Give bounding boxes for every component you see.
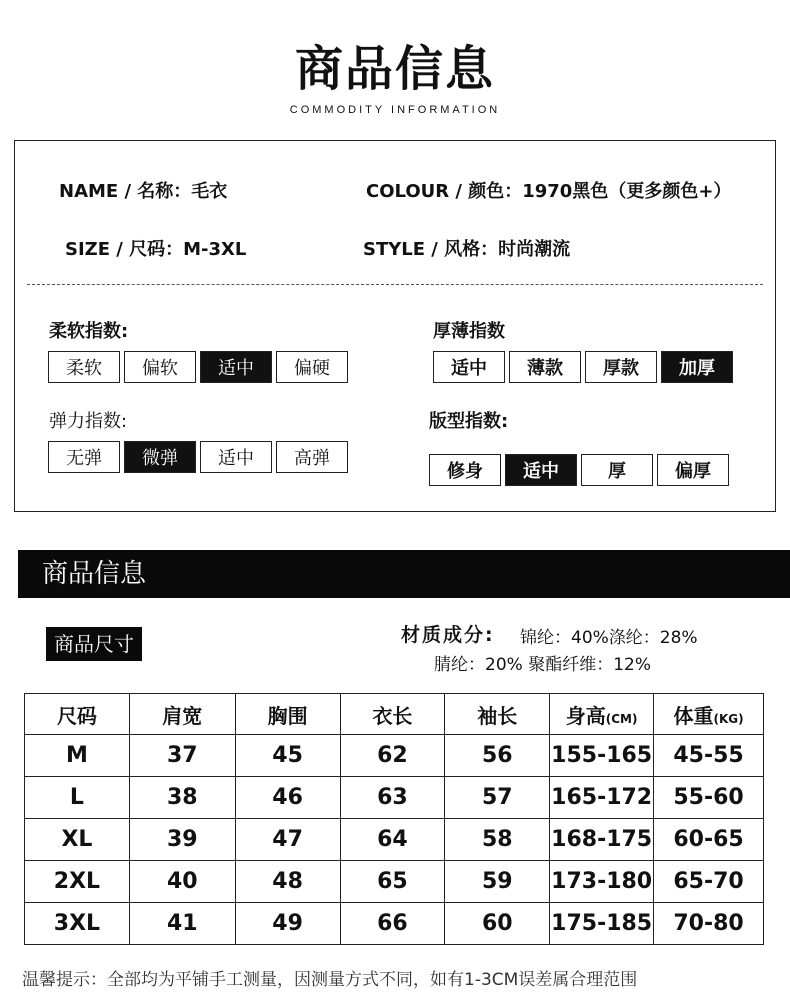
elasticity-options — [48, 441, 348, 473]
page-title: 商品信息 — [294, 41, 495, 97]
page-subtitle: COMMODITY INFORMATION — [289, 104, 501, 116]
material-line-1: 锦纶：40%涤纶：28% — [520, 628, 698, 648]
col-header-shoulder: 肩宽 — [129, 694, 235, 735]
size-table — [24, 693, 764, 945]
table-cell: 64 — [340, 819, 445, 861]
thickness-index-label: 厚薄指数 — [433, 321, 505, 342]
elasticity-option: 适中 — [200, 441, 272, 473]
table-cell: 48 — [235, 861, 340, 903]
table-cell: 37 — [129, 735, 235, 777]
table-cell: 59 — [445, 861, 550, 903]
material-title: 材质成分: — [401, 624, 495, 646]
thickness-option: 适中 — [433, 351, 505, 383]
fit-option: 厚 — [581, 454, 653, 486]
product-name: NAME / 名称：毛衣 — [59, 181, 228, 202]
table-cell: 165-172 — [550, 777, 654, 819]
table-cell: 168-175 — [550, 819, 654, 861]
table-cell: 175-185 — [550, 903, 654, 945]
table-cell: 66 — [340, 903, 445, 945]
dashed-divider — [27, 284, 763, 285]
table-cell: 60 — [445, 903, 550, 945]
table-cell: 56 — [445, 735, 550, 777]
table-cell: 46 — [235, 777, 340, 819]
col-header-length: 衣长 — [340, 694, 445, 735]
table-cell: 63 — [340, 777, 445, 819]
size-tag: 商品尺寸 — [46, 627, 142, 661]
table-cell: 173-180 — [550, 861, 654, 903]
table-cell: 58 — [445, 819, 550, 861]
size-cell: M — [25, 735, 130, 777]
height-header-label: 身高 — [565, 703, 606, 728]
table-cell: 62 — [340, 735, 445, 777]
table-cell: 40 — [129, 861, 235, 903]
fit-option: 适中 — [505, 454, 577, 486]
table-cell: 49 — [235, 903, 340, 945]
size-cell: 2XL — [25, 861, 130, 903]
fit-option: 偏厚 — [657, 454, 729, 486]
elasticity-option: 高弹 — [276, 441, 348, 473]
softness-option: 偏硬 — [276, 351, 348, 383]
fit-option: 修身 — [429, 454, 501, 486]
fit-index-label: 版型指数: — [429, 411, 509, 432]
height-unit: (CM) — [605, 711, 638, 726]
col-header-size: 尺码 — [25, 694, 130, 735]
softness-option: 偏软 — [124, 351, 196, 383]
footer-note: 温馨提示：全部均为平铺手工测量，因测量方式不同，如有1-3CM误差属合理范围 — [22, 970, 638, 990]
fit-options — [429, 454, 729, 486]
table-cell: 60-65 — [654, 819, 764, 861]
thickness-option: 厚款 — [585, 351, 657, 383]
table-cell: 70-80 — [654, 903, 764, 945]
table-cell: 45 — [235, 735, 340, 777]
table-row — [25, 735, 764, 777]
table-cell: 65-70 — [654, 861, 764, 903]
table-cell: 47 — [235, 819, 340, 861]
elasticity-index-label: 弹力指数: — [49, 411, 128, 432]
table-row — [25, 861, 764, 903]
elasticity-option: 微弹 — [124, 441, 196, 473]
product-style: STYLE / 风格：时尚潮流 — [363, 239, 571, 260]
product-colour: COLOUR / 颜色：1970黑色（更多颜色+） — [366, 181, 732, 202]
softness-options — [48, 351, 348, 383]
product-size: SIZE / 尺码：M-3XL — [65, 239, 247, 260]
table-cell: 41 — [129, 903, 235, 945]
softness-index-label: 柔软指数: — [49, 321, 129, 342]
elasticity-option: 无弹 — [48, 441, 120, 473]
table-cell: 55-60 — [654, 777, 764, 819]
col-header-sleeve: 袖长 — [445, 694, 550, 735]
section-banner: 商品信息 — [18, 550, 790, 598]
size-cell: XL — [25, 819, 130, 861]
thickness-option: 加厚 — [661, 351, 733, 383]
table-cell: 45-55 — [654, 735, 764, 777]
table-row — [25, 819, 764, 861]
col-header-weight — [654, 694, 764, 735]
table-row — [25, 777, 764, 819]
size-cell: L — [25, 777, 130, 819]
weight-header-label: 体重 — [673, 703, 714, 728]
size-table-header-row — [25, 694, 764, 735]
softness-option: 适中 — [200, 351, 272, 383]
weight-unit: (KG) — [713, 711, 744, 726]
table-cell: 39 — [129, 819, 235, 861]
thickness-option: 薄款 — [509, 351, 581, 383]
thickness-options — [433, 351, 733, 383]
material-line-2: 腈纶：20% 聚酯纤维：12% — [434, 655, 651, 675]
col-header-height — [550, 694, 654, 735]
table-cell: 155-165 — [550, 735, 654, 777]
table-cell: 65 — [340, 861, 445, 903]
size-table-body — [25, 735, 764, 945]
table-cell: 38 — [129, 777, 235, 819]
softness-option: 柔软 — [48, 351, 120, 383]
product-info-box — [14, 140, 776, 512]
table-cell: 57 — [445, 777, 550, 819]
table-row — [25, 903, 764, 945]
size-cell: 3XL — [25, 903, 130, 945]
col-header-chest: 胸围 — [235, 694, 340, 735]
